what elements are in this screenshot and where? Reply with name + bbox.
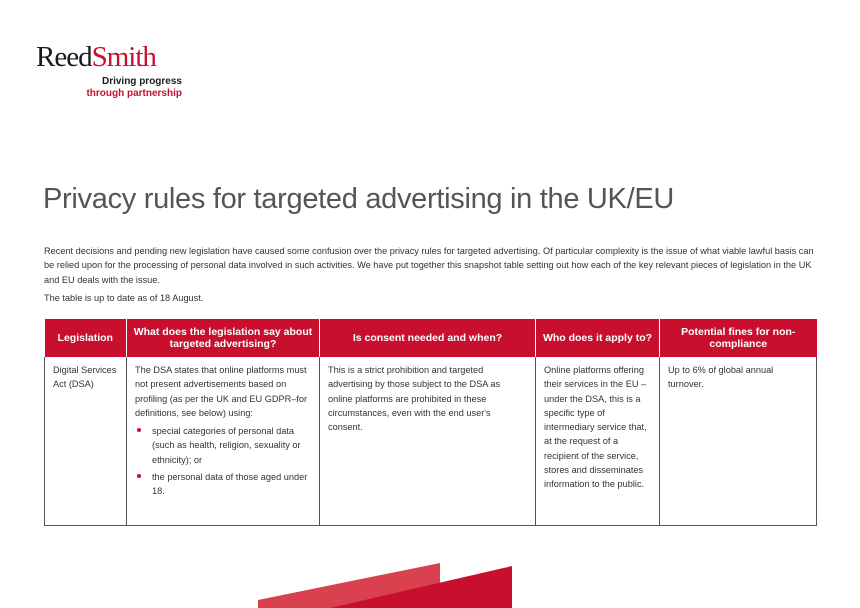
logo-smith: Smith xyxy=(91,41,156,73)
intro-paragraph: Recent decisions and pending new legislation have caused some confusion over the privacy rules for targeted advertising. Of particular complexity is the issue of what viable lawful basis can be relied upon for the processing of personal data involved in such activities. We have put together this snapshot table setting out how each of the key relevant pieces of legislation in the UK and EU deals with the issue. xyxy=(44,246,814,285)
header-applies-to: Who does it apply to? xyxy=(536,319,660,357)
bullet-item: the personal data of those aged under 18. xyxy=(135,470,311,499)
legislation-table xyxy=(44,319,817,526)
logo-wordmark xyxy=(36,40,182,74)
logo-tagline-line-1: Driving progress xyxy=(101,76,182,87)
reedsmith-logo xyxy=(36,40,182,100)
cell-consent xyxy=(320,357,536,526)
table-header-row xyxy=(45,319,817,357)
cell-legislation xyxy=(45,357,127,526)
bullet-item: special categories of personal data (such as health, religion, sexuality or ethnicity); or xyxy=(135,424,311,467)
fines-text: Up to 6% of global annual turnover. xyxy=(668,365,774,390)
cell-what-it-says xyxy=(127,357,320,526)
consent-text: This is a strict prohibition and targeted advertising by those subject to the DSA as online platforms are prohibited in these circumstances, even with the end user's consent. xyxy=(328,365,501,433)
applies-to-text: Online platforms offering their services in the EU – under the DSA, this is a specific type of intermediary service that, at the request of a recipient of the service, stores and disseminates information to the public. xyxy=(544,365,647,490)
what-it-says-bullets xyxy=(135,424,311,498)
what-it-says-intro: The DSA states that online platforms must not present advertisements based on profiling (as per the UK and EU GDPR–for definitions, see below) using: xyxy=(135,365,308,418)
as-of-date: The table is up to date as of 18 August. xyxy=(44,293,204,303)
header-fines: Potential fines for non-compliance xyxy=(660,319,817,357)
header-consent: Is consent needed and when? xyxy=(320,319,536,357)
header-what-it-says: What does the legislation say about targeted advertising? xyxy=(127,319,320,357)
cell-fines xyxy=(660,357,817,526)
logo-tagline-line-2: through partnership xyxy=(86,88,182,99)
logo-reed: Reed xyxy=(36,41,92,73)
legislation-name: Digital Services Act (DSA) xyxy=(53,365,117,390)
cell-applies-to xyxy=(536,357,660,526)
logo-tagline xyxy=(36,76,182,100)
decorative-ribbon-graphic xyxy=(0,548,860,608)
page-title: Privacy rules for targeted advertising in the UK/EU xyxy=(43,183,675,215)
header-legislation: Legislation xyxy=(45,319,127,357)
table-row xyxy=(45,357,817,526)
